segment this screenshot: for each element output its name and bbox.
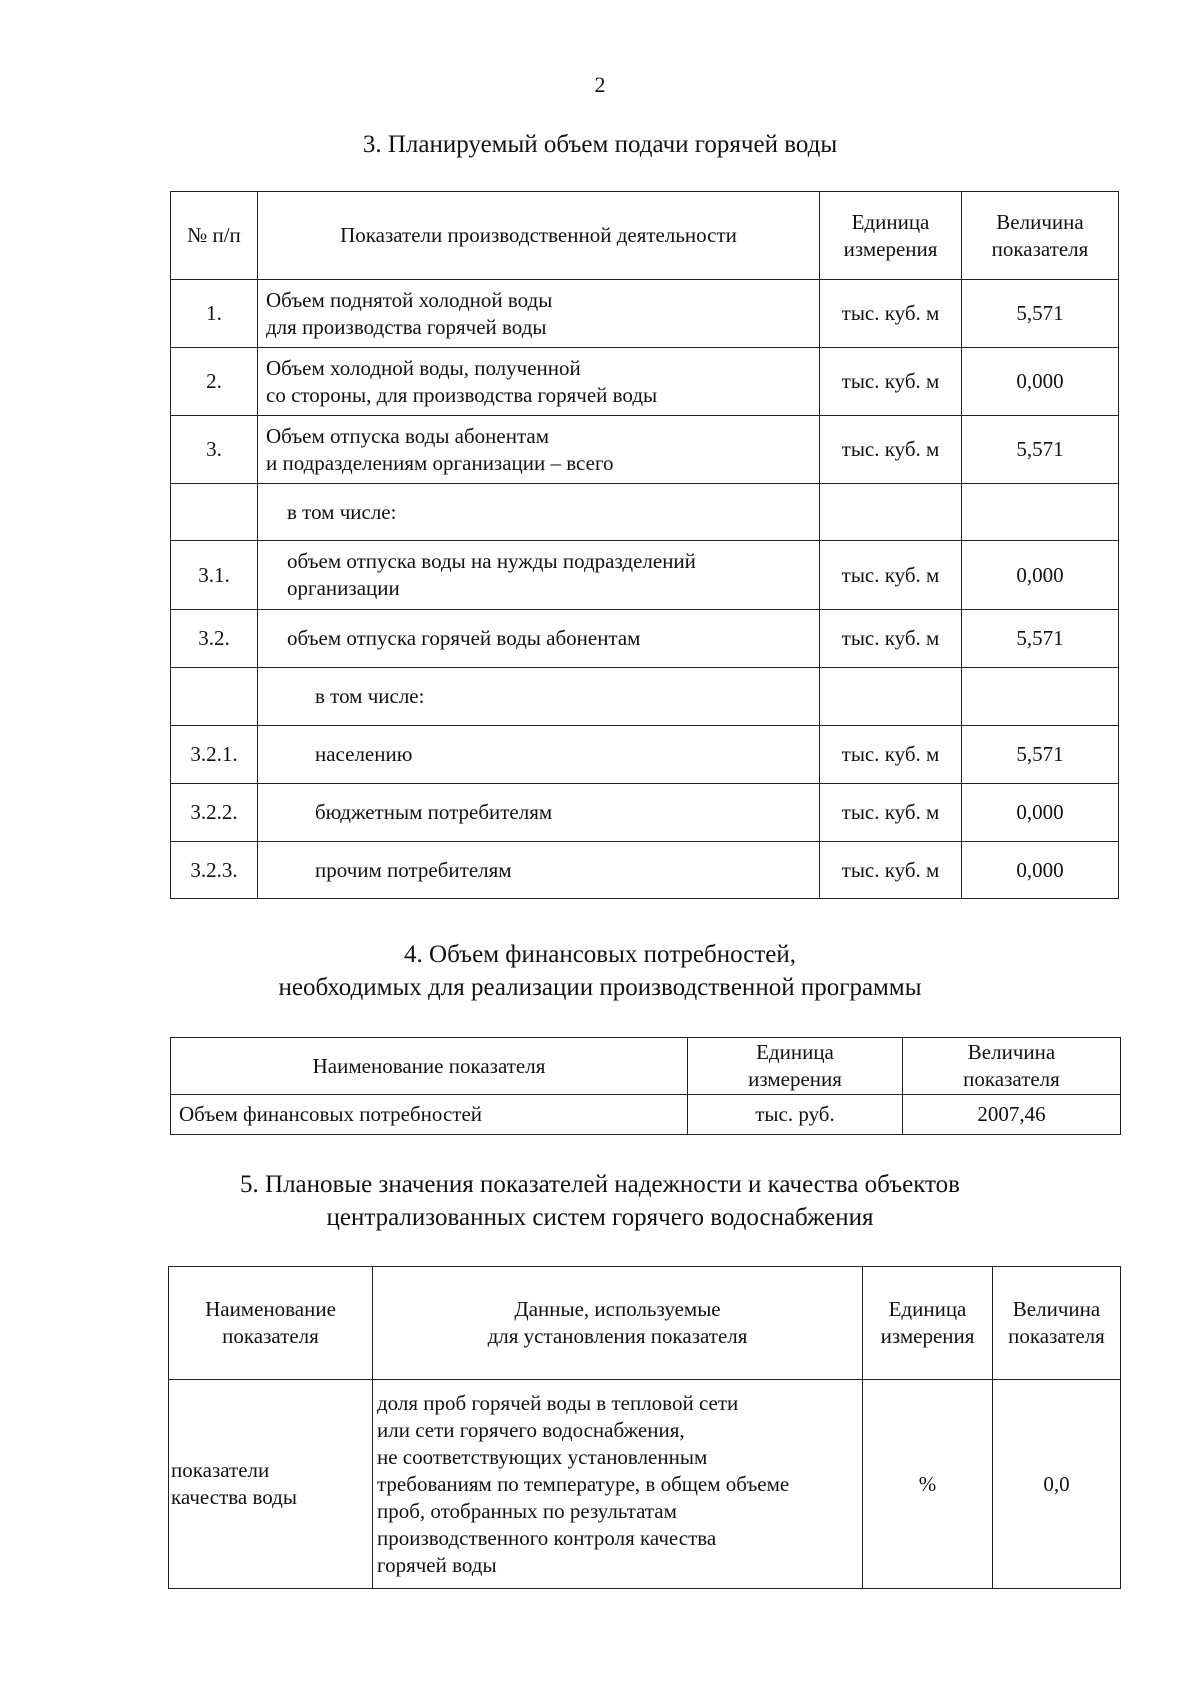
row-num	[171, 668, 258, 726]
row-value	[962, 484, 1119, 541]
row-value	[962, 668, 1119, 726]
row-indicator	[258, 416, 820, 484]
table-header-row	[171, 192, 1119, 280]
row-unit: тыс. куб. м	[820, 348, 962, 416]
row-indicator	[258, 541, 820, 610]
header-unit-line1: Единица	[851, 209, 930, 234]
row-num: 3.1.	[171, 541, 258, 610]
row-data-line: проб, отобранных по результатам	[377, 1498, 677, 1523]
row-unit: тыс. куб. м	[820, 416, 962, 484]
row-data	[373, 1380, 863, 1589]
row-indicator: объем отпуска горячей воды абонентам	[258, 610, 820, 668]
header-name-line1: Наименование	[205, 1297, 336, 1321]
header-unit-line2: измерения	[843, 236, 938, 261]
header-name	[169, 1267, 373, 1380]
row-indicator: прочим потребителям	[258, 842, 820, 899]
row-data-line: требованиям по температуре, в общем объеме	[377, 1471, 790, 1496]
header-indicator: Показатели производственной деятельности	[258, 192, 820, 280]
row-value: 0,000	[962, 348, 1119, 416]
table-row	[171, 668, 1119, 726]
financial-needs-table	[170, 1037, 1121, 1135]
table-row	[171, 280, 1119, 348]
row-num: 1.	[171, 280, 258, 348]
header-value	[993, 1267, 1121, 1380]
row-indicator	[258, 280, 820, 348]
row-unit: тыс. руб.	[688, 1095, 903, 1135]
section-5-title-line1: 5. Плановые значения показателей надежности и качества объектов	[240, 1171, 960, 1198]
header-value-line2: показателя	[991, 236, 1089, 261]
row-num: 3.2.2.	[171, 784, 258, 842]
header-unit	[688, 1038, 903, 1095]
header-unit	[820, 192, 962, 280]
table-row	[169, 1380, 1121, 1589]
section-4-title-line1: 4. Объем финансовых потребностей,	[404, 941, 796, 968]
row-indicator-line: со стороны, для производства горячей воды	[266, 382, 658, 407]
row-name-line1: показатели	[171, 1458, 270, 1482]
table-row	[171, 842, 1119, 899]
header-unit-line2: измерения	[880, 1324, 975, 1348]
row-indicator-line: объем отпуска воды на нужды подразделений	[287, 549, 696, 573]
table-row	[171, 484, 1119, 541]
table-row	[171, 416, 1119, 484]
row-unit	[820, 484, 962, 541]
row-value: 0,000	[962, 541, 1119, 610]
row-num: 3.2.3.	[171, 842, 258, 899]
header-value-line1: Величина	[996, 209, 1084, 234]
row-value: 5,571	[962, 610, 1119, 668]
section-4-title	[0, 938, 1200, 1004]
row-name	[169, 1380, 373, 1589]
row-unit: %	[863, 1380, 993, 1589]
header-unit-line2: измерения	[748, 1067, 842, 1091]
header-data	[373, 1267, 863, 1380]
row-value: 0,000	[962, 784, 1119, 842]
row-unit: тыс. куб. м	[820, 726, 962, 784]
row-value: 5,571	[962, 726, 1119, 784]
header-data-line2: для установления показателя	[487, 1324, 748, 1348]
row-indicator-line: для производства горячей воды	[266, 314, 547, 339]
row-indicator-line: организации	[287, 576, 400, 600]
row-value: 0,0	[993, 1380, 1121, 1589]
row-num: 3.2.1.	[171, 726, 258, 784]
row-indicator-line: Объем холодной воды, полученной	[266, 355, 581, 380]
row-value: 5,571	[962, 280, 1119, 348]
row-value: 0,000	[962, 842, 1119, 899]
row-unit: тыс. куб. м	[820, 842, 962, 899]
header-name: Наименование показателя	[171, 1038, 688, 1095]
row-indicator: в том числе:	[258, 484, 820, 541]
section-5-title	[0, 1168, 1200, 1234]
page-number: 2	[594, 72, 606, 97]
section-3-title	[0, 128, 1200, 161]
row-indicator: населению	[258, 726, 820, 784]
row-data-line: доля проб горячей воды в тепловой сети	[377, 1390, 739, 1415]
row-data-line: производственного контроля качества	[377, 1525, 717, 1550]
header-unit-line1: Единица	[756, 1040, 834, 1064]
row-num: 2.	[171, 348, 258, 416]
table-row	[171, 726, 1119, 784]
header-value-line2: показателя	[1008, 1324, 1105, 1348]
reliability-quality-table	[168, 1266, 1121, 1589]
header-unit	[863, 1267, 993, 1380]
row-name-line2: качества воды	[171, 1485, 297, 1509]
row-unit: тыс. куб. м	[820, 280, 962, 348]
table-row	[171, 610, 1119, 668]
row-indicator-line: Объем поднятой холодной воды	[266, 287, 553, 312]
row-unit: тыс. куб. м	[820, 610, 962, 668]
row-data-line: или сети горячего водоснабжения,	[377, 1417, 685, 1442]
header-value-line1: Величина	[1012, 1297, 1101, 1321]
header-name-line2: показателя	[222, 1324, 319, 1348]
header-value-line2: показателя	[963, 1067, 1060, 1091]
table-row	[171, 1095, 1121, 1135]
header-value	[962, 192, 1119, 280]
header-value-line1: Величина	[967, 1040, 1056, 1064]
row-num: 3.	[171, 416, 258, 484]
row-value: 5,571	[962, 416, 1119, 484]
table-row	[171, 784, 1119, 842]
table-header-row	[171, 1038, 1121, 1095]
row-indicator-line: Объем отпуска воды абонентам	[266, 423, 550, 448]
header-value	[903, 1038, 1121, 1095]
row-indicator: в том числе:	[258, 668, 820, 726]
section-5-title-line2: централизованных систем горячего водоснабжения	[326, 1204, 874, 1231]
row-indicator-line: и подразделениям организации – всего	[266, 450, 614, 475]
row-value: 2007,46	[903, 1095, 1121, 1135]
table-row	[171, 348, 1119, 416]
row-data-line: не соответствующих установленным	[377, 1444, 708, 1469]
row-num	[171, 484, 258, 541]
section-3-title-text: 3. Планируемый объем подачи горячей воды	[362, 131, 838, 158]
table-row	[171, 541, 1119, 610]
row-num: 3.2.	[171, 610, 258, 668]
row-unit	[820, 668, 962, 726]
section-4-title-line2: необходимых для реализации производственной программы	[278, 974, 922, 1001]
hot-water-volume-table	[170, 191, 1119, 899]
header-unit-line1: Единица	[888, 1297, 967, 1321]
row-data-line: горячей воды	[377, 1552, 497, 1577]
table-header-row	[169, 1267, 1121, 1380]
header-num: № п/п	[171, 192, 258, 280]
row-unit: тыс. куб. м	[820, 784, 962, 842]
row-indicator: бюджетным потребителям	[258, 784, 820, 842]
header-data-line1: Данные, используемые	[514, 1297, 721, 1321]
row-unit: тыс. куб. м	[820, 541, 962, 610]
row-name: Объем финансовых потребностей	[171, 1095, 688, 1135]
row-indicator	[258, 348, 820, 416]
